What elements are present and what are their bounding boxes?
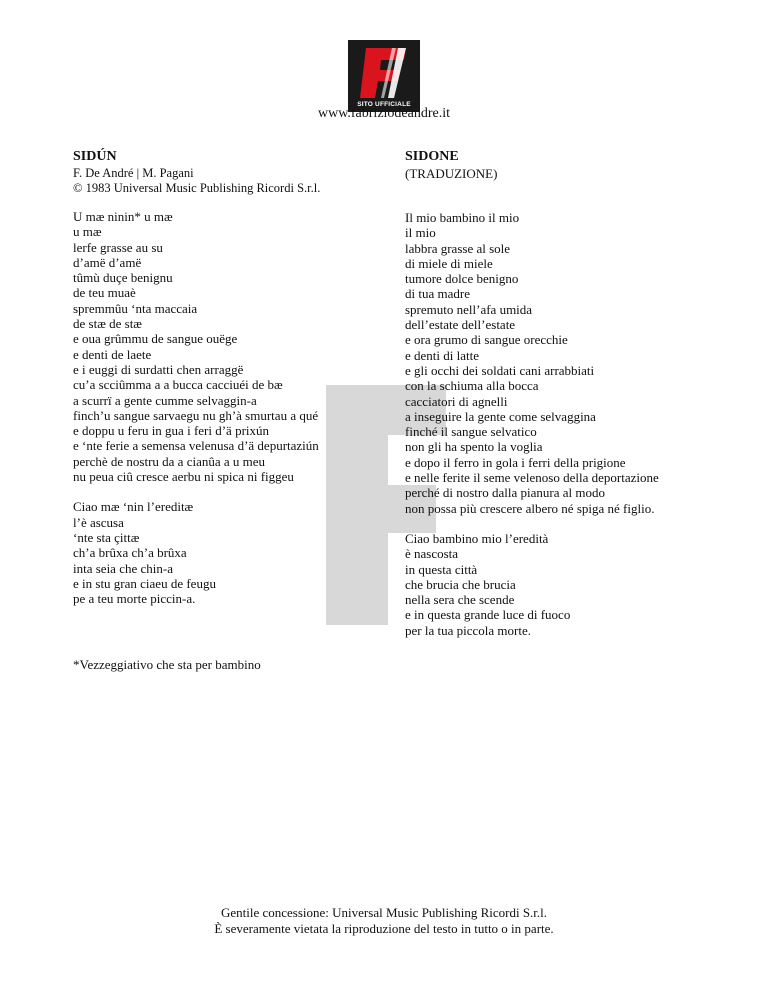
lyric-line: di miele di miele (405, 255, 493, 271)
lyric-line: finch’u sangue sarvaegu nu gh’à smurtau a qué (73, 407, 319, 423)
lyric-line: con la schiuma alla bocca (405, 378, 539, 394)
lyric-line: inta seia che chin-a (73, 560, 173, 576)
lyric-line: e oua grûmmu de sangue ouëge (73, 331, 238, 347)
lyric-line: cacciatori di agnelli (405, 393, 508, 409)
lyric-line: di tua madre (405, 286, 470, 302)
footer-concession: Gentile concessione: Universal Music Publishing Ricordi S.r.l. (220, 905, 548, 920)
lyric-line: è nascosta (405, 546, 459, 562)
footer-copyright-notice: È severamente vietata la riproduzione del testo in tutto o in parte. (214, 921, 554, 936)
lyric-line: e nelle ferite il seme velenoso della deportazione (405, 470, 659, 486)
lyric-line: e dopo il ferro in gola i ferri della prigione (405, 454, 626, 470)
lyric-line: d’amë d’amë (73, 254, 142, 270)
lyric-line: u mæ (73, 224, 102, 240)
lyric-line: e gli occhi dei soldati cani arrabbiati (405, 362, 595, 378)
lyric-line: nella sera che scende (405, 592, 515, 608)
lyric-line: perché di nostro dalla pianura al modo (405, 485, 605, 501)
translated-lyrics (405, 210, 659, 653)
lyric-line: dell’estate dell’estate (405, 317, 516, 333)
lyric-line: Il mio bambino il mio (405, 210, 520, 225)
lyric-line: U mæ ninin* u mæ (73, 209, 173, 224)
translation-header (405, 148, 725, 181)
original-lyrics (73, 209, 319, 621)
lyric-line: nu peua ciû cresce aerbu ni spica ni figgeu (73, 469, 294, 485)
lyric-line: ‘nte sta çittæ (73, 529, 140, 545)
lyric-line: e in questa grande luce di fuoco (405, 607, 571, 623)
lyric-line: Ciao mæ ‘nin l’ereditæ (73, 499, 194, 515)
lyric-line: de teu muaè (73, 285, 136, 301)
fabrizio-de-andre-logo-icon (348, 40, 420, 112)
translation-title: SIDONE (405, 149, 459, 164)
song-copyright: © 1983 Universal Music Publishing Ricordi S.r.l. (73, 181, 321, 195)
lyric-line: l’è ascusa (73, 514, 124, 530)
lyric-line: tûmù duçe benignu (73, 270, 173, 286)
lyric-line: e ‘nte ferie a semensa velenusa d’ä depurtaziún (73, 438, 319, 454)
lyric-line: non possa più crescere albero né spiga né figlio. (405, 500, 655, 516)
lyric-line: e denti de laete (73, 346, 152, 362)
lyric-line: tumore dolce benigno (405, 271, 519, 287)
lyric-line: che brucia che brucia (405, 576, 516, 592)
lyric-line: il mio (405, 225, 436, 241)
lyric-line: e doppu u feru in gua i feri d’ä prixún (73, 423, 270, 439)
lyric-line: e denti di latte (405, 347, 480, 363)
lyric-line: in questa città (405, 561, 478, 577)
original-lyrics-header (73, 148, 373, 196)
lyric-line: spremuto nell’afa umida (405, 301, 533, 317)
song-title: SIDÚN (73, 149, 117, 164)
lyric-line: ch’a brûxa ch’a brûxa (73, 545, 187, 561)
lyric-line: finché il sangue selvatico (405, 424, 537, 440)
lyric-line: a inseguire la gente come selvaggina (405, 408, 596, 424)
site-url[interactable]: www.fabriziodeandre.it (317, 106, 451, 121)
lyric-line: lerfe grasse au su (73, 239, 163, 255)
lyric-line: labbra grasse al sole (405, 240, 511, 256)
lyric-line: de stæ de stæ (73, 316, 142, 332)
stanza (405, 531, 659, 638)
lyric-line: cu’a scciûmma a a bucca cacciuéi de bæ (73, 377, 283, 393)
stanza (405, 210, 659, 516)
lyric-line: e in stu gran ciaeu de feugu (73, 575, 216, 591)
stanza (73, 499, 319, 606)
stanza (73, 209, 319, 484)
lyric-line: non gli ha spento la voglia (405, 439, 543, 455)
lyric-line: e i euggi di surdatti chen arraggë (73, 361, 244, 377)
lyric-line: e ora grumo di sangue orecchie (405, 332, 568, 348)
lyric-line: per la tua piccola morte. (405, 622, 531, 638)
logo-caption: SITO UFFICIALE (357, 101, 411, 108)
translation-subtitle: (TRADUZIONE) (405, 166, 498, 181)
song-authors: F. De André | M. Pagani (73, 166, 194, 180)
lyric-line: a scurrï a gente cumme selvaggin-a (73, 392, 257, 408)
footer (0, 905, 768, 937)
lyric-line: spremmûu ‘nta maccaia (73, 300, 198, 316)
lyric-line: perchè de nostru da a cianûa a u meu (73, 453, 266, 469)
lyric-line: Ciao bambino mio l’eredità (405, 530, 549, 546)
lyric-line: pe a teu morte piccin-a. (73, 591, 196, 607)
footnote: *Vezzeggiativo che sta per bambino (73, 657, 261, 672)
